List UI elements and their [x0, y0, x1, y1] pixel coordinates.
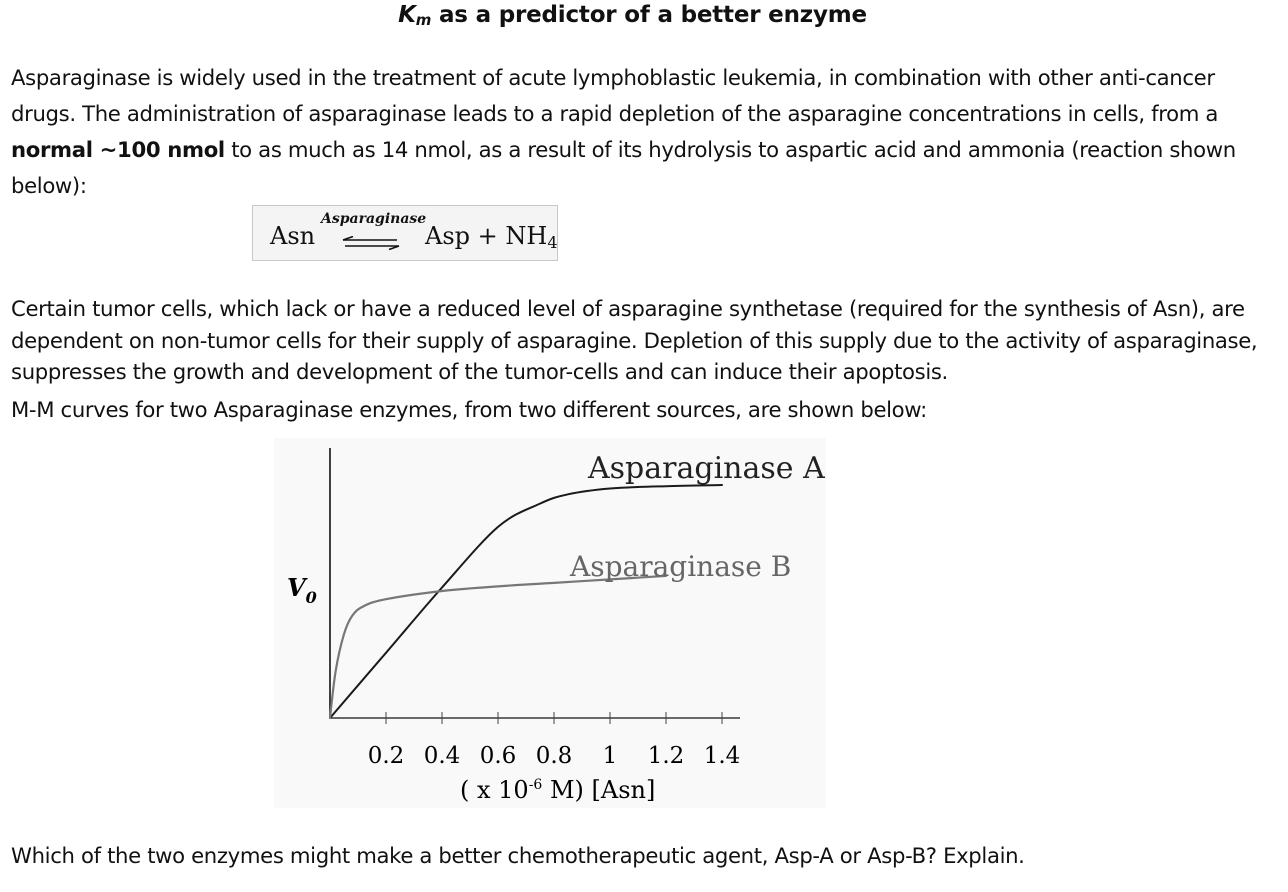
series-label-b: Asparaginase B: [570, 550, 792, 583]
question-text: Which of the two enzymes might make a better chemotherapeutic agent, Asp-A or Asp-B? Explain.: [11, 843, 1025, 868]
km-symbol: $K_m$: [398, 2, 432, 29]
series-line-b: [330, 576, 666, 718]
reaction-equation: [252, 205, 558, 261]
x-tick-label: 1: [602, 743, 618, 769]
normal-concentration: normal ~100 nmol: [11, 137, 225, 162]
x-axis-label: ( x $10^{-6}$ M) [Asn]: [460, 776, 656, 804]
series-line-a: [330, 485, 722, 718]
x-tick-label: 1.2: [647, 743, 685, 769]
page-title: $K_m$ as a predictor of a better enzyme: [398, 2, 867, 29]
intro-paragraph: Asparaginase is widely used in the treatment of acute lymphoblastic leukemia, in combination with other anti-cancer drugs. The administration of asparaginase leads to a rapid depletion of the asparagine concentrations in cells, from a normal ~100 nmol to as much as 14 nmol, as a result of its hydrolysis to aspartic acid and ammonia (reaction shown below):: [11, 65, 1236, 198]
reaction-substrate: Asn: [270, 222, 316, 250]
x-tick-label: 0.6: [479, 743, 517, 769]
mm-curves-chart: [274, 438, 826, 808]
x-ticks: [368, 712, 741, 769]
reaction-enzyme-label: Asparaginase: [321, 211, 427, 227]
x-tick-label: 0.4: [423, 743, 461, 769]
chart-series: [330, 451, 825, 718]
equilibrium-arrow-icon: [341, 236, 401, 250]
x-tick-label: 0.2: [367, 743, 405, 769]
curves-intro: M-M curves for two Asparaginase enzymes, from two different sources, are shown below:: [11, 397, 927, 422]
chart-svg: [274, 438, 826, 808]
tumor-paragraph: Certain tumor cells, which lack or have a reduced level of asparagine synthetase (required for the synthesis of Asn), are dependent on non-tumor cells for their supply of asparagine. Depletion of this supply due to the activity of asparaginase, suppresses the growth and development of the tumor-cells and can induce their apoptosis.: [11, 296, 1258, 384]
x-tick-label: 1.4: [703, 743, 741, 769]
y-axis-label: $V_0$: [287, 573, 317, 607]
series-label-a: Asparaginase A: [588, 451, 825, 486]
x-tick-label: 0.8: [535, 743, 573, 769]
reaction-products: Asp + $NH_4$: [425, 222, 558, 252]
